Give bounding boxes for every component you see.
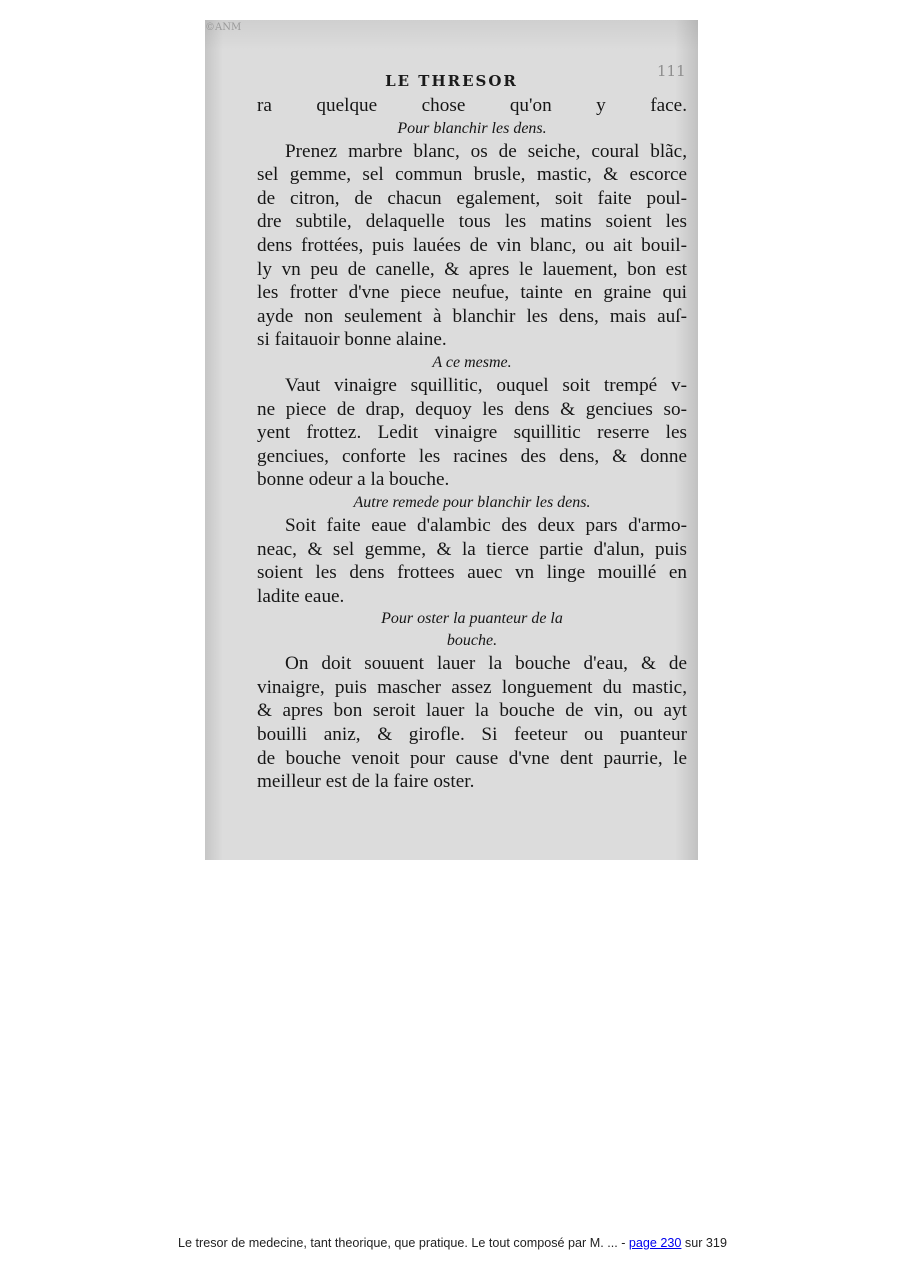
text-line: neac, & sel gemme, & la tierce partie d'alun, puis: [257, 538, 687, 560]
text-line: yent frottez. Ledit vinaigre squillitic reserre les: [257, 422, 687, 444]
text-line: Vaut vinaigre squillitic, ouquel soit trempé v-: [285, 374, 687, 396]
page-link[interactable]: page 230: [628, 1236, 682, 1250]
text-line: si faitauoir bonne alaine.: [257, 329, 447, 351]
page-footer: [0, 1236, 905, 1250]
text-line: vinaigre, puis mascher assez longuement du mastic,: [257, 676, 687, 698]
text-line: ayde non seulement à blanchir les dens, mais auſ-: [257, 305, 687, 327]
book-title: Le tresor de medecine, tant theorique, que pratique. Le tout composé par M. ...: [178, 1236, 618, 1250]
section-heading: bouche.: [446, 632, 498, 650]
text-line: & apres bon seroit lauer la bouche de vin, ou ayt: [257, 700, 687, 722]
text-line: bouilli aniz, & girofle. Si feeteur ou puanteur: [257, 724, 687, 746]
text-line: Soit faite eaue d'alambic des deux pars d'armo-: [285, 514, 687, 536]
text-line: meilleur est de la faire oster.: [257, 771, 475, 793]
text-line: dens frottées, puis lauées de vin blanc, ou ait bouil-: [257, 234, 687, 256]
text-line: ne piece de drap, dequoy les dens & genciues so-: [257, 398, 687, 420]
bleed-through-page-number: 111: [657, 62, 686, 80]
section-heading: Pour blanchir les dens.: [397, 119, 547, 137]
text-line: sel gemme, sel commun brusle, mastic, & escorce: [257, 164, 687, 186]
text-line: Prenez marbre blanc, os de seiche, coural blãc,: [285, 140, 687, 162]
text-line: dre subtile, delaquelle tous les matins soient les: [257, 211, 687, 233]
text-line: ly vn peu de canelle, & apres le lauement, bon est: [257, 258, 687, 280]
scanned-page: [205, 20, 698, 860]
section-heading: Pour oster la puanteur de la: [381, 610, 563, 628]
section-heading: A ce mesme.: [432, 353, 512, 371]
text-line: de citron, de chacun egalement, soit faite poul-: [257, 187, 687, 209]
page-text: [257, 94, 687, 794]
footer-separator: -: [617, 1236, 629, 1250]
running-head: LE THRESOR: [385, 72, 518, 90]
text-line: genciues, conforte les racines des dens, & donne: [257, 445, 687, 467]
text-line: les frotter d'vne piece neufue, tainte en graine qui: [257, 282, 687, 304]
page-count: sur 319: [681, 1236, 727, 1250]
text-line: bonne odeur a la bouche.: [257, 469, 450, 491]
section-heading: Autre remede pour blanchir les dens.: [353, 493, 591, 511]
library-stamp: ©ANM: [205, 22, 242, 33]
text-line: On doit souuent lauer la bouche d'eau, & de: [285, 653, 687, 675]
text-line: ra quelque chose qu'on y face.: [257, 95, 687, 116]
text-line: soient les dens frottees auec vn linge mouillé en: [257, 562, 687, 584]
text-line: ladite eaue.: [257, 585, 345, 607]
text-line: de bouche venoit pour cause d'vne dent paurrie, le: [257, 747, 687, 769]
